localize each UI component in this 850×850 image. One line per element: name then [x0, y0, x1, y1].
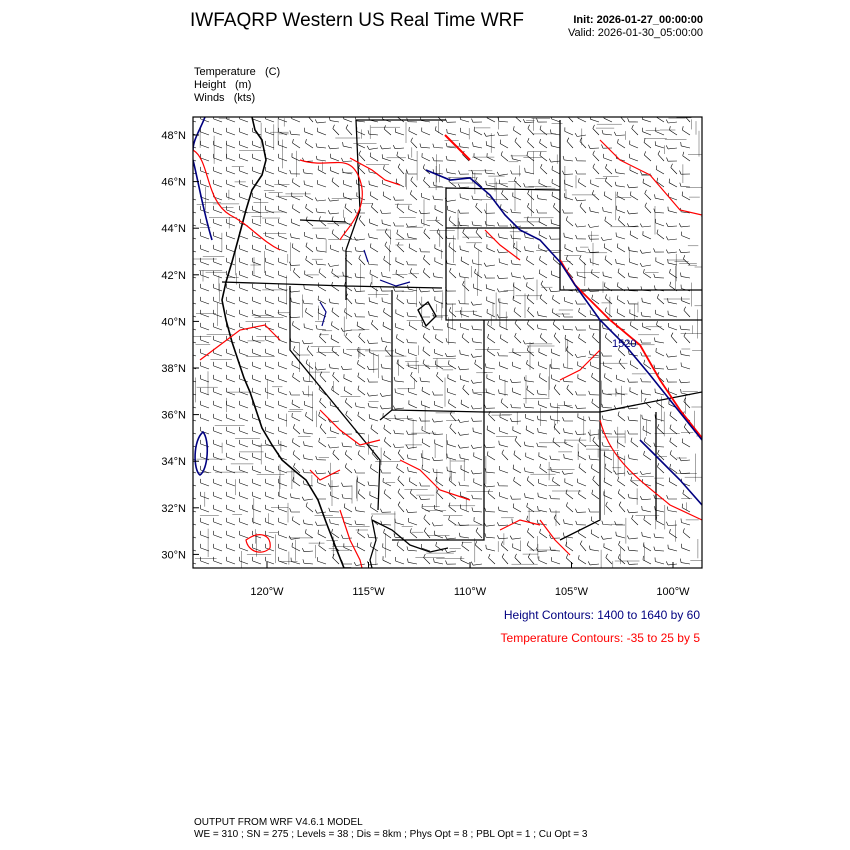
temperature-contours — [193, 135, 702, 568]
lat-label: 46°N — [161, 176, 186, 189]
lat-label: 48°N — [161, 130, 186, 142]
lon-label: 105°W — [554, 586, 589, 598]
init-time: Init: 2026-01-27_00:00:00 — [573, 14, 703, 26]
lon-label: 100°W — [656, 586, 690, 598]
field-unit: (C) — [264, 66, 281, 78]
field-name: Winds — [194, 92, 225, 104]
lat-label: 32°N — [161, 502, 186, 515]
temperature-contours-legend: Temperature Contours: -35 to 25 by 5 — [500, 631, 700, 645]
lon-label: 120°W — [250, 586, 284, 598]
height-contours-legend: Height Contours: 1400 to 1640 by 60 — [503, 608, 700, 622]
lat-label: 34°N — [161, 456, 186, 469]
great-salt-lake — [418, 302, 436, 326]
field-unit: (m) — [234, 79, 252, 91]
valid-time: Valid: 2026-01-30_05:00:00 — [568, 27, 703, 39]
model-info-line-1: OUTPUT FROM WRF V4.6.1 MODEL — [194, 817, 363, 828]
plot-title: IWFAQRP Western US Real Time WRF — [190, 10, 524, 31]
lat-label: 36°N — [161, 409, 186, 422]
lon-label: 115°W — [352, 586, 385, 598]
lat-label: 40°N — [161, 316, 186, 329]
lat-label: 30°N — [161, 549, 186, 562]
lat-label: 38°N — [161, 363, 186, 375]
lat-label: 44°N — [161, 223, 186, 236]
model-info-line-2: WE = 310 ; SN = 275 ; Levels = 38 ; Dis = 8km ; Phys Opt = 8 ; PBL Opt = 1 ; Cu Opt = 3 — [194, 829, 588, 840]
field-name: Temperature — [194, 66, 256, 78]
field-name: Height — [194, 79, 226, 91]
height-contours — [193, 117, 702, 505]
lat-label: 42°N — [161, 269, 186, 282]
lon-label: 110°W — [453, 586, 487, 598]
field-unit: (kts) — [233, 92, 256, 104]
height-contour-label: 1520 — [612, 338, 637, 350]
